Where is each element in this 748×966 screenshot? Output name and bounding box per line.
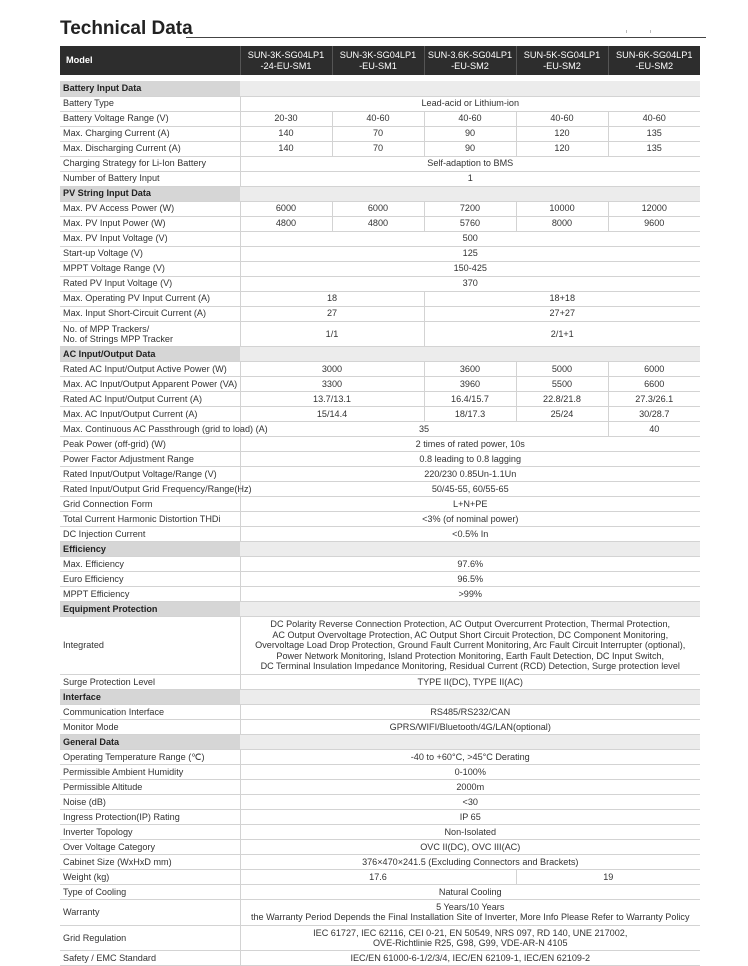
spec-value: 70 [332, 141, 424, 156]
spec-label: Power Factor Adjustment Range [60, 452, 240, 467]
spec-value: Natural Cooling [240, 884, 700, 899]
spec-value: OVC II(DC), OVC III(AC) [240, 839, 700, 854]
spec-row [60, 306, 700, 321]
spec-value: TYPE II(DC), TYPE II(AC) [240, 674, 700, 689]
section-header-row [60, 542, 700, 557]
spec-value: 2000m [240, 779, 700, 794]
spec-row [60, 201, 700, 216]
spec-row [60, 171, 700, 186]
spec-label: Max. Continuous AC Passthrough (grid to load) (A) [60, 422, 240, 437]
section-header-row [60, 186, 700, 201]
spec-value: 90 [424, 126, 516, 141]
spec-value: 13.7/13.1 [240, 392, 424, 407]
spec-value: Self-adaption to BMS [240, 156, 700, 171]
spec-value: 2 times of rated power, 10s [240, 437, 700, 452]
spec-label: Type of Cooling [60, 884, 240, 899]
spec-row [60, 527, 700, 542]
spec-value: 30/28.7 [608, 407, 700, 422]
spec-value: 5760 [424, 216, 516, 231]
spec-label: Rated Input/Output Voltage/Range (V) [60, 467, 240, 482]
section-filler [240, 734, 700, 749]
spec-label: Battery Type [60, 96, 240, 111]
spec-label: Number of Battery Input [60, 171, 240, 186]
spec-row [60, 779, 700, 794]
spec-label: Integrated [60, 617, 240, 674]
spec-value: 5000 [516, 362, 608, 377]
section-filler [240, 186, 700, 201]
spec-value: 6000 [240, 201, 332, 216]
rule-tick [626, 30, 627, 33]
spec-value: IEC 61727, IEC 62116, CEI 0-21, EN 50549, NRS 097, RD 140, UNE 217002, OVE-Richtlinie R25, G98, G99, VDE-AR-N 4105 [240, 925, 700, 951]
spec-value: 40-60 [516, 111, 608, 126]
spec-value: 9600 [608, 216, 700, 231]
spec-label: Max. Input Short-Circuit Current (A) [60, 306, 240, 321]
spec-label: Rated PV Input Voltage (V) [60, 276, 240, 291]
spec-value: 27 [240, 306, 424, 321]
spec-value: 6600 [608, 377, 700, 392]
spec-label: Monitor Mode [60, 719, 240, 734]
spec-value: 5500 [516, 377, 608, 392]
spec-value: 35 [240, 422, 608, 437]
spec-row [60, 231, 700, 246]
section-title: PV String Input Data [60, 186, 240, 201]
spec-row [60, 422, 700, 437]
spec-row [60, 854, 700, 869]
spec-value: GPRS/WIFI/Bluetooth/4G/LAN(optional) [240, 719, 700, 734]
spec-row [60, 156, 700, 171]
spec-value: 3000 [240, 362, 424, 377]
spec-value: 18 [240, 291, 424, 306]
spec-value: 40-60 [608, 111, 700, 126]
spec-value: 18+18 [424, 291, 700, 306]
spec-row [60, 809, 700, 824]
spec-value: IEC/EN 61000-6-1/2/3/4, IEC/EN 62109-1, IEC/EN 62109-2 [240, 951, 700, 966]
spec-row [60, 557, 700, 572]
spec-value: 0-100% [240, 764, 700, 779]
spec-value: Lead-acid or Lithium-ion [240, 96, 700, 111]
rule-tick [650, 30, 651, 33]
title-rule [186, 37, 706, 38]
section-filler [240, 81, 700, 96]
section-title: AC Input/Output Data [60, 347, 240, 362]
spec-label: Inverter Topology [60, 824, 240, 839]
spec-value: 1/1 [240, 321, 424, 347]
spec-value: >99% [240, 587, 700, 602]
spec-value: 376×470×241.5 (Excluding Connectors and Brackets) [240, 854, 700, 869]
spec-label: Battery Voltage Range (V) [60, 111, 240, 126]
spec-label: Operating Temperature Range (℃) [60, 749, 240, 764]
spec-row [60, 291, 700, 306]
spec-value: 50/45-55, 60/55-65 [240, 482, 700, 497]
spec-row [60, 246, 700, 261]
spec-row [60, 96, 700, 111]
spec-value: 3960 [424, 377, 516, 392]
spec-row [60, 512, 700, 527]
spec-label: Max. PV Access Power (W) [60, 201, 240, 216]
spec-value: 135 [608, 141, 700, 156]
spec-label: Noise (dB) [60, 794, 240, 809]
section-header-row [60, 689, 700, 704]
spec-label: Rated AC Input/Output Current (A) [60, 392, 240, 407]
spec-label: Start-up Voltage (V) [60, 246, 240, 261]
spec-label: Total Current Harmonic Distortion THDi [60, 512, 240, 527]
spec-row [60, 869, 700, 884]
spec-row [60, 392, 700, 407]
spec-row [60, 884, 700, 899]
spec-label: Rated Input/Output Grid Frequency/Range(Hz) [60, 482, 240, 497]
spec-label: Euro Efficiency [60, 572, 240, 587]
spec-value: 15/14.4 [240, 407, 424, 422]
spec-value: 20-30 [240, 111, 332, 126]
spec-row [60, 899, 700, 925]
spec-row [60, 467, 700, 482]
spec-value: 140 [240, 141, 332, 156]
spec-row [60, 362, 700, 377]
spec-label: No. of MPP Trackers/ No. of Strings MPP Tracker [60, 321, 240, 347]
spec-row [60, 951, 700, 966]
spec-row [60, 377, 700, 392]
spec-value: 8000 [516, 216, 608, 231]
spec-row [60, 407, 700, 422]
spec-label: Max. PV Input Voltage (V) [60, 231, 240, 246]
spec-label: Peak Power (off-grid) (W) [60, 437, 240, 452]
model-column-header: SUN-5K-SG04LP1 -EU-SM2 [516, 46, 608, 75]
spec-row [60, 824, 700, 839]
spec-value: <30 [240, 794, 700, 809]
spec-value: RS485/RS232/CAN [240, 704, 700, 719]
section-title: Equipment Protection [60, 602, 240, 617]
spec-value: 12000 [608, 201, 700, 216]
section-title: General Data [60, 734, 240, 749]
section-header-row [60, 347, 700, 362]
spec-value: 16.4/15.7 [424, 392, 516, 407]
spec-value: 3300 [240, 377, 424, 392]
spec-row [60, 321, 700, 347]
model-column-header: SUN-3K-SG04LP1 -EU-SM1 [332, 46, 424, 75]
spec-label: Grid Regulation [60, 925, 240, 951]
spec-row [60, 674, 700, 689]
spec-label: Permissible Altitude [60, 779, 240, 794]
spec-row [60, 839, 700, 854]
model-column-header: SUN-3K-SG04LP1 -24-EU-SM1 [240, 46, 332, 75]
spec-value: 22.8/21.8 [516, 392, 608, 407]
spec-row [60, 764, 700, 779]
spec-value: 6000 [608, 362, 700, 377]
page-title: Technical Data [60, 18, 193, 39]
table-header-row [60, 46, 700, 75]
spec-label: DC Injection Current [60, 527, 240, 542]
spec-value: 0.8 leading to 0.8 lagging [240, 452, 700, 467]
spec-value: 40 [608, 422, 700, 437]
spec-label: Over Voltage Category [60, 839, 240, 854]
model-header: Model [60, 46, 240, 75]
spec-value: IP 65 [240, 809, 700, 824]
section-header-row [60, 602, 700, 617]
model-column-header: SUN-3.6K-SG04LP1 -EU-SM2 [424, 46, 516, 75]
spec-value: 220/230 0.85Un-1.1Un [240, 467, 700, 482]
spec-value: 4800 [332, 216, 424, 231]
spec-value: 25/24 [516, 407, 608, 422]
spec-value: 27+27 [424, 306, 700, 321]
technical-data-table [60, 46, 700, 966]
spec-value: 90 [424, 141, 516, 156]
spec-label: Rated AC Input/Output Active Power (W) [60, 362, 240, 377]
spec-row [60, 437, 700, 452]
spec-label: MPPT Voltage Range (V) [60, 261, 240, 276]
spec-value: 4800 [240, 216, 332, 231]
spec-value: 1 [240, 171, 700, 186]
spec-value: 120 [516, 126, 608, 141]
spec-label: Max. Charging Current (A) [60, 126, 240, 141]
spec-value: 18/17.3 [424, 407, 516, 422]
spec-value: <3% (of nominal power) [240, 512, 700, 527]
spec-value: DC Polarity Reverse Connection Protection, AC Output Overcurrent Protection, Thermal Protection, AC Output Overvoltage Protection, AC Output Short Circuit Protection, DC Component Monitoring, Overvoltage Load Drop Protection, Ground Fault Current Monitoring, Arc Fault Circuit Interrupter (optional), Power Network Monitoring, Island Protection Monitoring, Earth Fault Detection, DC Input Switch, DC Terminal Insulation Impedance Monitoring, Residual Current (RCD) Detection, Surge protection level [240, 617, 700, 674]
spec-label: Max. AC Input/Output Apparent Power (VA) [60, 377, 240, 392]
spec-value: 125 [240, 246, 700, 261]
spec-label: Communication Interface [60, 704, 240, 719]
spec-value: 120 [516, 141, 608, 156]
spec-label: MPPT Efficiency [60, 587, 240, 602]
spec-row [60, 452, 700, 467]
spec-value: 97.6% [240, 557, 700, 572]
section-title: Efficiency [60, 542, 240, 557]
spec-row [60, 749, 700, 764]
spec-value: 140 [240, 126, 332, 141]
spec-value: <0.5% In [240, 527, 700, 542]
spec-value: 6000 [332, 201, 424, 216]
table-body [60, 75, 700, 966]
spec-row [60, 126, 700, 141]
spec-value: 500 [240, 231, 700, 246]
spec-value: 5 Years/10 Years the Warranty Period Depends the Final Installation Site of Inverter, More Info Please Refer to Warranty Policy [240, 899, 700, 925]
spec-label: Charging Strategy for Li-Ion Battery [60, 156, 240, 171]
section-title: Battery Input Data [60, 81, 240, 96]
spec-label: Grid Connection Form [60, 497, 240, 512]
spec-row [60, 216, 700, 231]
section-filler [240, 689, 700, 704]
spec-value: Non-Isolated [240, 824, 700, 839]
spec-value: -40 to +60°C, >45°C Derating [240, 749, 700, 764]
spec-value: 70 [332, 126, 424, 141]
spec-label: Ingress Protection(IP) Rating [60, 809, 240, 824]
spec-value: 135 [608, 126, 700, 141]
spec-value: L+N+PE [240, 497, 700, 512]
spec-label: Max. PV Input Power (W) [60, 216, 240, 231]
spec-value: 96.5% [240, 572, 700, 587]
spec-value: 17.6 [240, 869, 516, 884]
spec-row [60, 587, 700, 602]
spec-label: Safety / EMC Standard [60, 951, 240, 966]
section-filler [240, 542, 700, 557]
spec-row [60, 141, 700, 156]
spec-row [60, 482, 700, 497]
spec-value: 40-60 [332, 111, 424, 126]
spec-value: 7200 [424, 201, 516, 216]
spec-value: 370 [240, 276, 700, 291]
spec-label: Permissible Ambient Humidity [60, 764, 240, 779]
spec-row [60, 794, 700, 809]
section-header-row [60, 81, 700, 96]
spec-value: 3600 [424, 362, 516, 377]
model-column-header: SUN-6K-SG04LP1 -EU-SM2 [608, 46, 700, 75]
spec-label: Cabinet Size (WxHxD mm) [60, 854, 240, 869]
spec-row [60, 572, 700, 587]
spec-label: Warranty [60, 899, 240, 925]
spec-row [60, 111, 700, 126]
spec-row [60, 497, 700, 512]
spec-row [60, 925, 700, 951]
spec-value: 27.3/26.1 [608, 392, 700, 407]
section-filler [240, 347, 700, 362]
section-header-row [60, 734, 700, 749]
spec-row [60, 719, 700, 734]
spec-label: Surge Protection Level [60, 674, 240, 689]
spec-row [60, 617, 700, 674]
spec-value: 40-60 [424, 111, 516, 126]
spec-row [60, 261, 700, 276]
spec-label: Max. Discharging Current (A) [60, 141, 240, 156]
spec-label: Max. Efficiency [60, 557, 240, 572]
spec-label: Weight (kg) [60, 869, 240, 884]
spec-row [60, 704, 700, 719]
spec-value: 19 [516, 869, 700, 884]
spec-label: Max. Operating PV Input Current (A) [60, 291, 240, 306]
spec-row [60, 276, 700, 291]
section-filler [240, 602, 700, 617]
section-title: Interface [60, 689, 240, 704]
spec-label: Max. AC Input/Output Current (A) [60, 407, 240, 422]
spec-value: 2/1+1 [424, 321, 700, 347]
spec-value: 150-425 [240, 261, 700, 276]
spec-value: 10000 [516, 201, 608, 216]
